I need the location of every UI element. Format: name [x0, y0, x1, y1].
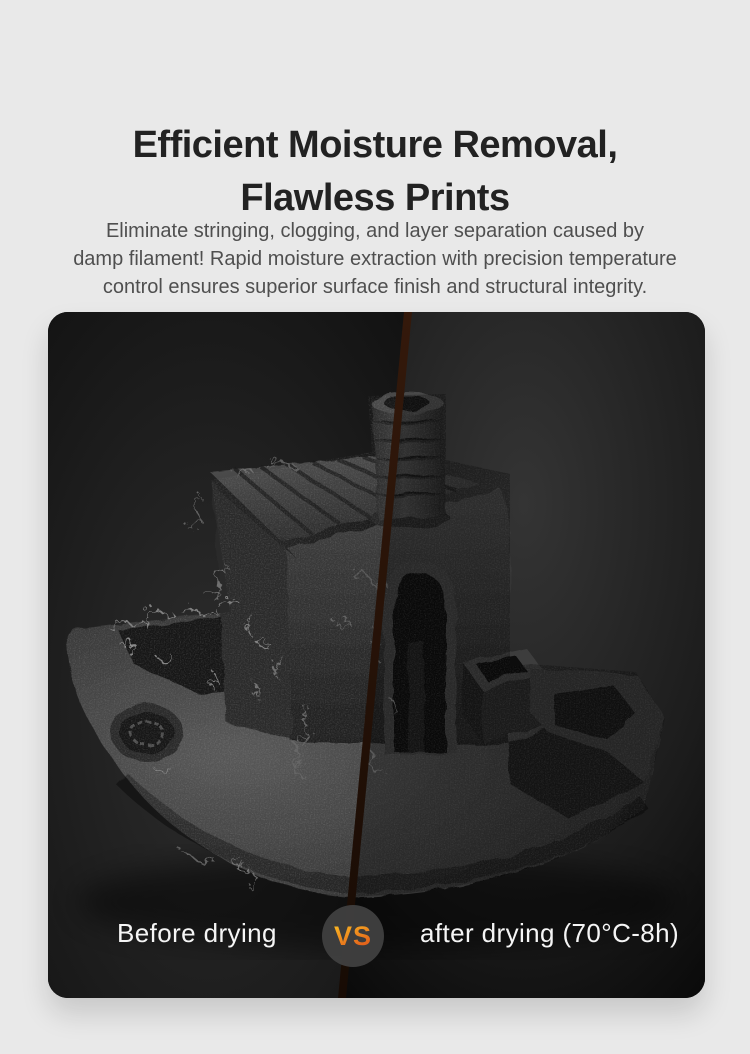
page-title	[0, 119, 750, 225]
page-title-line-2: Flawless Prints	[240, 177, 510, 219]
page-subtitle	[0, 217, 750, 301]
page-title-line-1: Efficient Moisture Removal,	[132, 124, 618, 166]
subtitle-line-3: control ensures superior surface finish and structural integrity.	[102, 276, 648, 298]
after-label: after drying (70°C-8h)	[420, 918, 680, 948]
vs-label: VS	[333, 920, 373, 951]
comparison-card	[48, 312, 705, 998]
subtitle-line-1: Eliminate stringing, clogging, and layer separation caused by	[105, 220, 645, 242]
benchy-photo	[48, 312, 705, 998]
before-label: Before drying	[117, 918, 277, 948]
subtitle-line-2: damp filament! Rapid moisture extraction with precision temperature	[73, 248, 677, 270]
vs-badge	[322, 905, 384, 967]
